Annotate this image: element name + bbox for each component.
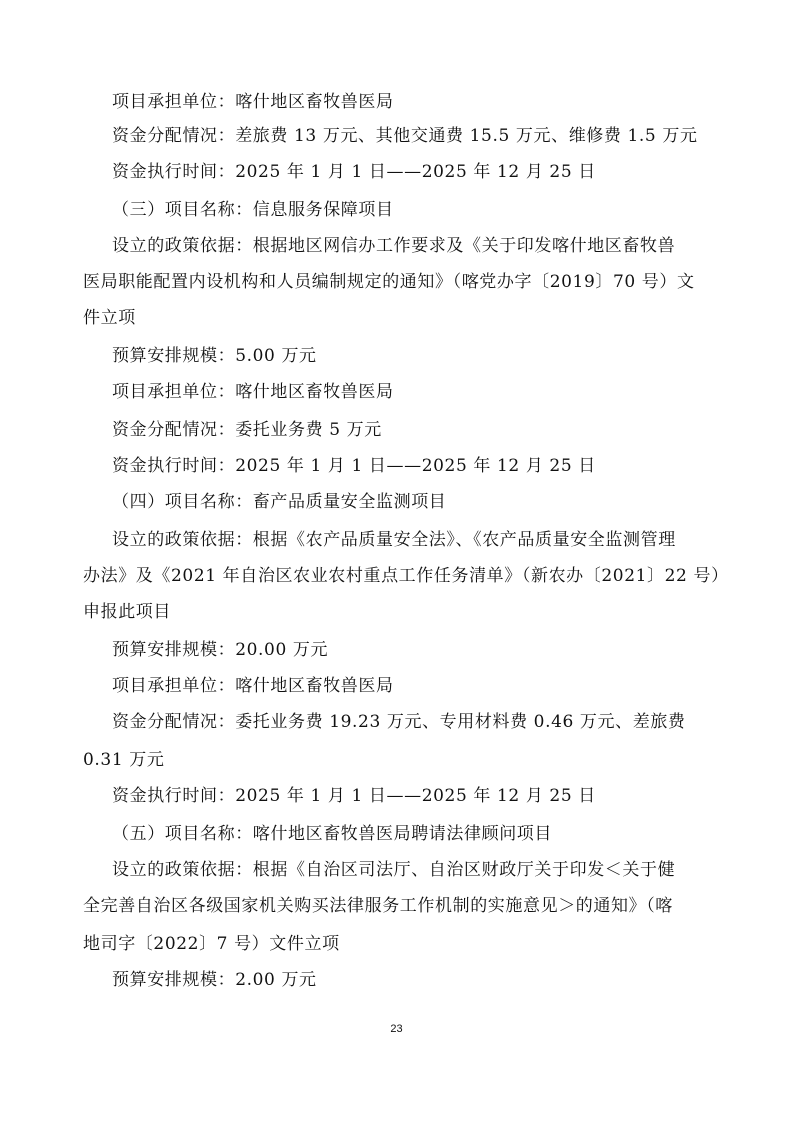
text-line-8: 预算安排规模：5.00 万元 [112,346,317,366]
text-line-15: 申报此项目 [83,602,171,622]
text-line-25: 预算安排规模：2.00 万元 [112,970,317,990]
text-line-17: 项目承担单位：喀什地区畜牧兽医局 [112,676,394,696]
page-number: 23 [390,1023,403,1035]
text-line-7: 件立项 [83,308,136,328]
text-line-9: 项目承担单位：喀什地区畜牧兽医局 [112,382,394,402]
text-line-14: 办法》及《2021 年自治区农业农村重点工作任务清单》（新农办〔2021〕22 号） [83,566,729,586]
text-line-11: 资金执行时间：2025 年 1 月 1 日——2025 年 12 月 25 日 [112,456,596,476]
text-line-23: 全完善自治区各级国家机关购买法律服务工作机制的实施意见＞的通知》（喀 [83,896,673,916]
text-line-22: 设立的政策依据：根据《自治区司法厅、自治区财政厅关于印发＜关于健 [112,860,676,880]
text-line-5: 设立的政策依据：根据地区网信办工作要求及《关于印发喀什地区畜牧兽 [112,236,676,256]
text-line-10: 资金分配情况：委托业务费 5 万元 [112,420,382,440]
section-heading-5: （五）项目名称：喀什地区畜牧兽医局聘请法律顾问项目 [112,824,552,844]
text-line-19: 0.31 万元 [83,750,165,770]
section-heading-4: （四）项目名称：畜产品质量安全监测项目 [112,492,447,512]
text-line-24: 地司字〔2022〕7 号）文件立项 [83,934,340,954]
text-line-2: 资金分配情况：差旅费 13 万元、其他交通费 15.5 万元、维修费 1.5 万元 [112,126,698,146]
text-line-6: 医局职能配置内设机构和人员编制规定的通知》（喀党办字〔2019〕70 号）文 [83,272,695,292]
text-line-20: 资金执行时间：2025 年 1 月 1 日——2025 年 12 月 25 日 [112,786,596,806]
text-line-16: 预算安排规模：20.00 万元 [112,640,329,660]
text-line-18: 资金分配情况：委托业务费 19.23 万元、专用材料费 0.46 万元、差旅费 [112,712,686,732]
section-heading-3: （三）项目名称：信息服务保障项目 [112,200,394,220]
text-line-3: 资金执行时间：2025 年 1 月 1 日——2025 年 12 月 25 日 [112,162,596,182]
text-line-13: 设立的政策依据：根据《农产品质量安全法》、《农产品质量安全监测管理 [112,530,676,550]
text-line-1: 项目承担单位：喀什地区畜牧兽医局 [112,92,394,112]
